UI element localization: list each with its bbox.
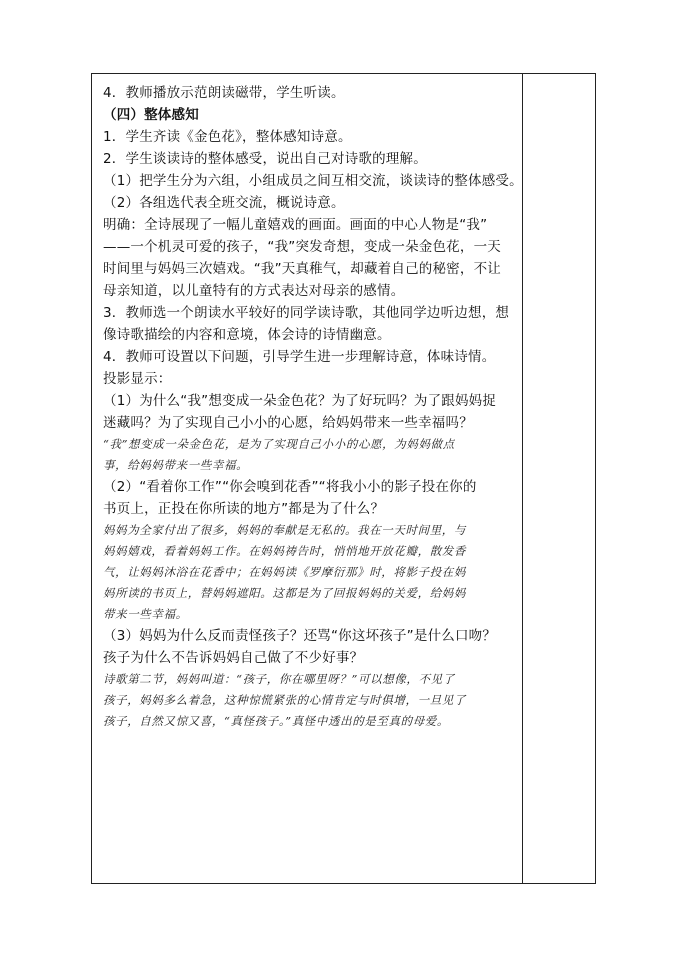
text-line: （1）为什么“我”想变成一朵金色花？为了好玩吗？为了跟妈妈捉 [103, 393, 497, 409]
section-heading: （四）整体感知 [103, 107, 199, 123]
text-line: 孩子为什么不告诉妈妈自己做了不少好事？ [103, 650, 364, 666]
text-line: 1．学生齐读《金色花》，整体感知诗意。 [103, 129, 352, 145]
answer-line: 妈所读的书页上，替妈妈遮阳。这都是为了回报妈妈的关爱，给妈妈 [103, 586, 466, 600]
text-line: 2．学生谈读诗的整体感受，说出自己对诗歌的理解。 [103, 151, 427, 167]
text-line: （2）“看着你工作”“你会嗅到花香”“将我小小的影子投在你的 [103, 479, 477, 495]
answer-line: “我”想变成一朵金色花，是为了实现自己小小的心愿，为妈妈做点 [103, 437, 455, 451]
answer-line: 妈妈嬉戏，看着妈妈工作。在妈妈祷告时，悄悄地开放花瓣，散发香 [103, 544, 466, 558]
text-line: 时间里与妈妈三次嬉戏。“我”天真稚气，却藏着自己的秘密，不让 [103, 261, 501, 277]
text-line: 投影显示： [103, 371, 172, 387]
text-line: 4．教师可设置以下问题，引导学生进一步理解诗意，体味诗情。 [103, 349, 496, 365]
answer-line: 带来一些幸福。 [103, 607, 188, 621]
text-line: 母亲知道，以儿童特有的方式表达对母亲的感情。 [103, 283, 405, 299]
answer-line: 诗歌第二节，妈妈叫道：“孩子，你在哪里呀？”可以想像，不见了 [103, 672, 455, 686]
text-line: ——一个机灵可爱的孩子，“我”突发奇想，变成一朵金色花，一天 [103, 239, 501, 255]
text-line: 迷藏吗？为了实现自己小小的心愿，给妈妈带来一些幸福吗？ [103, 415, 473, 431]
text-line: 4．教师播放示范朗读磁带，学生听读。 [103, 85, 345, 101]
text-line: 明确：全诗展现了一幅儿童嬉戏的画面。画面的中心人物是“我” [103, 217, 488, 233]
answer-line: 气，让妈妈沐浴在花香中；在妈妈读《罗摩衍那》时，将影子投在妈 [103, 565, 466, 579]
answer-line: 孩子，自然又惊又喜，“真怪孩子。”真怪中透出的是至真的母爱。 [103, 714, 450, 728]
answer-line: 孩子，妈妈多么着急，这种惊慌紧张的心情肯定与时俱增，一旦见了 [103, 693, 466, 707]
text-line: （3）妈妈为什么反而责怪孩子？还骂“你这坏孩子”是什么口吻？ [103, 628, 497, 644]
text-line: 像诗歌描绘的内容和意境，体会诗的诗情幽意。 [103, 327, 391, 343]
text-line: 3．教师选一个朗读水平较好的同学读诗歌，其他同学边听边想，想 [103, 305, 510, 321]
text-line: 书页上，正投在你所读的地方”都是为了什么？ [103, 501, 385, 517]
text-line: （2）各组选代表全班交流，概说诗意。 [103, 195, 345, 211]
answer-line: 事，给妈妈带来一些幸福。 [103, 458, 249, 472]
lesson-table [91, 73, 596, 884]
text-line: （1）把学生分为六组，小组成员之间互相交流，谈读诗的整体感受。 [103, 173, 523, 189]
answer-line: 妈妈为全家付出了很多，妈妈的奉献是无私的。我在一天时间里，与 [103, 523, 466, 537]
lesson-content-cell [103, 82, 523, 732]
